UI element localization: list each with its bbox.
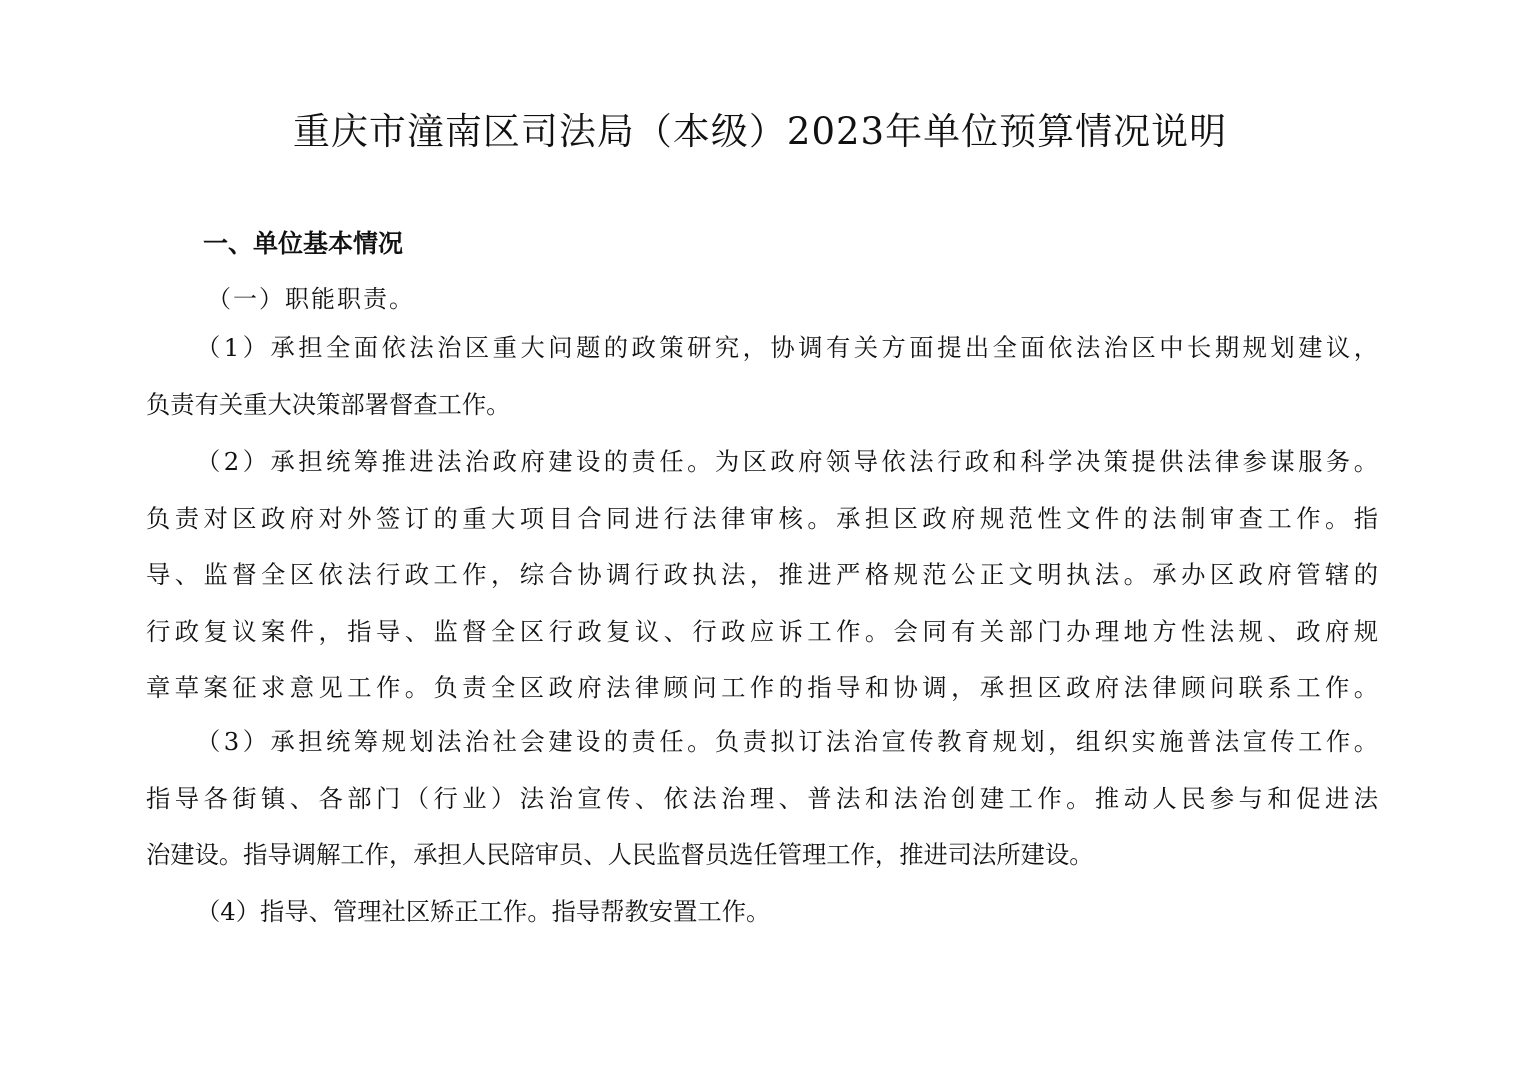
paragraph-line: 治建设。指导调解工作，承担人民陪审员、人民监督员选任管理工作，推进司法所建设。 [146, 840, 1094, 870]
paragraph-2 [146, 434, 1378, 717]
paragraph-line: 导、监督全区依法行政工作，综合协调行政执法，推进严格规范公正文明执法。承办区政府管辖的 [146, 560, 1378, 590]
paragraph-3 [146, 714, 1378, 884]
document-title: 重庆市潼南区司法局（本级）2023年单位预算情况说明 [292, 110, 1228, 153]
paragraph-line: 指导各街镇、各部门（行业）法治宣传、依法治理、普法和法治创建工作。推动人民参与和促进法 [146, 783, 1378, 813]
section-heading: 一、单位基本情况 [203, 229, 404, 258]
subsection-heading: （一）职能职责。 [207, 285, 415, 313]
paragraph-line: （1）承担全面依法治区重大问题的政策研究，协调有关方面提出全面依法治区中长期规划建议， [196, 333, 1378, 362]
paragraph-line: 负责对区政府对外签订的重大项目合同进行法律审核。承担区政府规范性文件的法制审查工作。指 [146, 503, 1378, 533]
paragraph-line: 负责有关重大决策部署督查工作。 [146, 389, 511, 419]
paragraph-line: （3）承担统筹规划法治社会建设的责任。负责拟订法治宣传教育规划，组织实施普法宣传工作。 [196, 727, 1378, 756]
paragraph-line: （2）承担统筹推进法治政府建设的责任。为区政府领导依法行政和科学决策提供法律参谋服务。 [196, 447, 1378, 476]
paragraph-line: （4）指导、管理社区矫正工作。指导帮教安置工作。 [196, 897, 771, 926]
paragraph-line: 章草案征求意见工作。负责全区政府法律顾问工作的指导和协调，承担区政府法律顾问联系工作。 [146, 673, 1378, 703]
paragraph-line: 行政复议案件，指导、监督全区行政复议、行政应诉工作。会同有关部门办理地方性法规、政府规 [146, 616, 1378, 646]
paragraph-4 [146, 884, 1378, 941]
paragraph-1 [146, 320, 1378, 433]
